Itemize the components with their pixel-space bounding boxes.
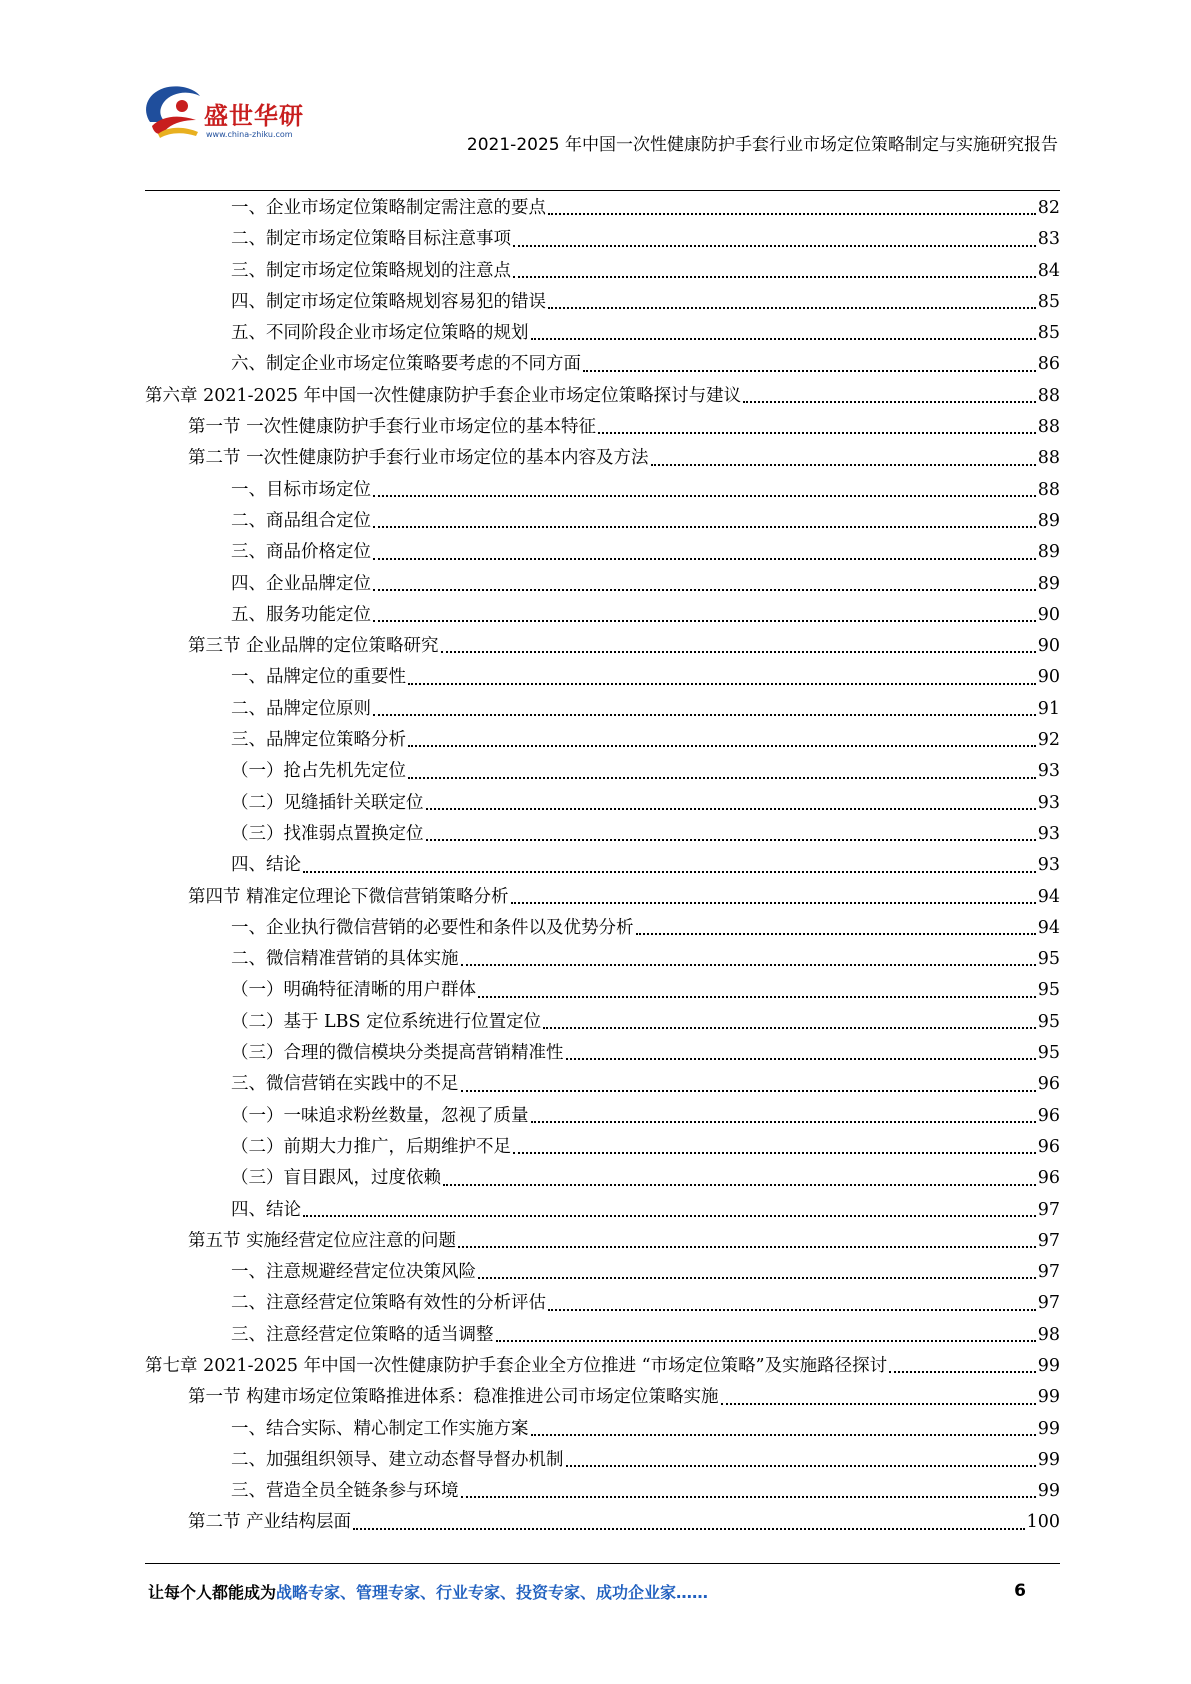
toc-entry[interactable] (145, 1195, 1060, 1226)
toc-entry-page: 84 (1037, 260, 1060, 281)
toc-dot-leader (478, 995, 1036, 998)
toc-entry-title: 第四节 精准定位理论下微信营销策略分析 (188, 886, 509, 907)
toc-entry-title: 二、注意经营定位策略有效性的分析评估 (231, 1293, 546, 1314)
toc-entry[interactable] (145, 1257, 1060, 1288)
toc-entry-title: 第七章 2021-2025 年中国一次性健康防护手套企业全方位推进 “市场定位策略”及实施路径探讨 (145, 1355, 888, 1376)
logo-url: www.china-zhiku.com (206, 130, 293, 139)
toc-entry[interactable] (145, 287, 1060, 318)
toc-entry-page: 93 (1037, 792, 1060, 813)
toc-entry[interactable] (145, 1132, 1060, 1163)
toc-entry[interactable] (145, 1226, 1060, 1257)
toc-entry-title: （一）一味追求粉丝数量，忽视了质量 (231, 1105, 529, 1126)
toc-entry-page: 88 (1037, 479, 1060, 500)
toc-entry[interactable] (145, 1163, 1060, 1194)
page-number: 6 (1014, 1581, 1026, 1601)
toc-dot-leader (598, 431, 1036, 434)
toc-dot-leader (496, 1339, 1036, 1342)
toc-entry-title: 第二节 一次性健康防护手套行业市场定位的基本内容及方法 (188, 448, 649, 469)
toc-entry-page: 97 (1037, 1262, 1060, 1283)
toc-entry-page: 82 (1037, 198, 1060, 218)
toc-dot-leader (373, 557, 1036, 560)
toc-dot-leader (513, 275, 1036, 278)
toc-entry[interactable] (145, 412, 1060, 443)
toc-entry-title: （二）基于 LBS 定位系统进行位置定位 (231, 1011, 542, 1032)
toc-entry[interactable] (145, 256, 1060, 287)
toc-dot-leader (531, 1120, 1036, 1123)
toc-entry[interactable] (145, 1320, 1060, 1351)
toc-entry-page: 99 (1037, 1449, 1060, 1470)
toc-entry[interactable] (145, 1507, 1060, 1538)
toc-entry-page: 93 (1037, 823, 1060, 844)
toc-entry-title: （三）盲目跟风，过度依赖 (231, 1168, 441, 1189)
toc-entry-title: 三、商品价格定位 (231, 542, 371, 563)
toc-entry-title: （一）明确特征清晰的用户群体 (231, 980, 476, 1001)
toc-entry-page: 95 (1037, 949, 1060, 970)
toc-entry-title: 五、服务功能定位 (231, 604, 371, 625)
footer-divider (145, 1563, 1060, 1564)
toc-entry-page: 96 (1037, 1168, 1060, 1189)
toc-dot-leader (426, 807, 1036, 810)
toc-entry-title: 二、商品组合定位 (231, 510, 371, 531)
toc-entry-title: 一、品牌定位的重要性 (231, 667, 406, 688)
toc-entry-page: 93 (1037, 855, 1060, 876)
toc-entry-title: 六、制定企业市场定位策略要考虑的不同方面 (231, 354, 581, 375)
footer-slogan-highlight: 战略专家、管理专家、行业专家、投资专家、成功企业家…… (276, 1582, 709, 1602)
toc-entry-page: 94 (1037, 886, 1060, 907)
toc-dot-leader (303, 1214, 1036, 1217)
toc-entry-page: 96 (1037, 1136, 1060, 1157)
toc-dot-leader (566, 1464, 1036, 1467)
toc-entry-page: 97 (1037, 1230, 1060, 1251)
toc-dot-leader (583, 369, 1036, 372)
toc-dot-leader (743, 400, 1036, 403)
toc-entry-title: （三）合理的微信模块分类提高营销精准性 (231, 1043, 564, 1064)
toc-entry-title: （三）找准弱点置换定位 (231, 823, 424, 844)
toc-entry-title: 三、注意经营定位策略的适当调整 (231, 1324, 494, 1345)
toc-entry[interactable] (145, 788, 1060, 819)
toc-entry[interactable] (145, 569, 1060, 600)
toc-dot-leader (511, 901, 1036, 904)
toc-entry[interactable] (145, 506, 1060, 537)
toc-entry-page: 99 (1037, 1418, 1060, 1439)
toc-entry-page: 88 (1037, 385, 1060, 406)
page-footer (148, 1576, 1058, 1606)
toc-dot-leader (441, 650, 1036, 653)
toc-entry-page: 83 (1037, 229, 1060, 250)
toc-entry[interactable] (145, 819, 1060, 850)
toc-entry[interactable] (145, 694, 1060, 725)
toc-entry-title: 三、营造全员全链条参与环境 (231, 1481, 459, 1502)
toc-entry-page: 96 (1037, 1074, 1060, 1095)
logo-brand-name: 盛世华研 (204, 102, 304, 130)
toc-entry-page: 100 (1026, 1512, 1060, 1533)
toc-entry[interactable] (145, 1382, 1060, 1413)
toc-dot-leader (461, 963, 1036, 966)
toc-entry[interactable] (145, 381, 1060, 412)
toc-entry[interactable] (145, 944, 1060, 975)
toc-entry-title: 第六章 2021-2025 年中国一次性健康防护手套企业市场定位策略探讨与建议 (145, 385, 742, 406)
toc-dot-leader (531, 337, 1036, 340)
toc-entry[interactable] (145, 1007, 1060, 1038)
toc-entry-page: 89 (1037, 510, 1060, 531)
toc-entry-title: （二）见缝插针关联定位 (231, 792, 424, 813)
toc-entry[interactable] (145, 913, 1060, 944)
toc-entry[interactable] (145, 1351, 1060, 1382)
toc-dot-leader (303, 870, 1036, 873)
toc-entry-page: 95 (1037, 1043, 1060, 1064)
toc-entry-page: 89 (1037, 573, 1060, 594)
header-divider (145, 190, 1060, 191)
toc-entry-title: 四、企业品牌定位 (231, 573, 371, 594)
toc-entry[interactable] (145, 1101, 1060, 1132)
toc-entry[interactable] (145, 475, 1060, 506)
table-of-contents (145, 193, 1060, 1539)
toc-dot-leader (426, 838, 1036, 841)
toc-entry-title: 二、微信精准营销的具体实施 (231, 949, 459, 970)
toc-dot-leader (461, 1089, 1036, 1092)
toc-entry-title: 一、注意规避经营定位决策风险 (231, 1262, 476, 1283)
toc-entry-page: 94 (1037, 917, 1060, 938)
toc-entry-title: 二、品牌定位原则 (231, 698, 371, 719)
report-title: 2021-2025 年中国一次性健康防护手套行业市场定位策略制定与实施研究报告 (466, 135, 1058, 155)
toc-dot-leader (408, 682, 1036, 685)
toc-entry-title: 第一节 构建市场定位策略推进体系：稳准推进公司市场定位策略实施 (188, 1387, 719, 1408)
toc-entry-page: 86 (1037, 354, 1060, 375)
toc-entry[interactable] (145, 224, 1060, 255)
toc-entry-page: 91 (1037, 698, 1060, 719)
toc-dot-leader (543, 1026, 1036, 1029)
toc-dot-leader (373, 619, 1036, 622)
toc-entry-title: 一、结合实际、精心制定工作实施方案 (231, 1418, 529, 1439)
toc-entry-page: 98 (1037, 1324, 1060, 1345)
toc-entry[interactable] (145, 1038, 1060, 1069)
toc-entry-title: 一、企业市场定位策略制定需注意的要点 (231, 198, 546, 218)
toc-entry-page: 88 (1037, 448, 1060, 469)
toc-dot-leader (373, 713, 1036, 716)
toc-dot-leader (353, 1527, 1025, 1530)
toc-entry[interactable] (145, 600, 1060, 631)
toc-entry-title: 一、目标市场定位 (231, 479, 371, 500)
toc-dot-leader (531, 1433, 1036, 1436)
toc-entry[interactable] (145, 725, 1060, 756)
toc-entry-title: 二、制定市场定位策略目标注意事项 (231, 229, 511, 250)
toc-entry-title: 四、制定市场定位策略规划容易犯的错误 (231, 291, 546, 312)
toc-entry-title: 三、制定市场定位策略规划的注意点 (231, 260, 511, 281)
toc-entry-title: 第三节 企业品牌的定位策略研究 (188, 636, 439, 657)
toc-dot-leader (889, 1370, 1036, 1373)
toc-entry-page: 88 (1037, 417, 1060, 438)
toc-entry-page: 95 (1037, 980, 1060, 1001)
toc-dot-leader (443, 1183, 1036, 1186)
toc-entry-page: 93 (1037, 761, 1060, 782)
toc-entry-title: 二、加强组织领导、建立动态督导督办机制 (231, 1449, 564, 1470)
toc-entry-page: 96 (1037, 1105, 1060, 1126)
toc-dot-leader (513, 244, 1036, 247)
toc-dot-leader (458, 1245, 1036, 1248)
toc-entry-title: （一）抢占先机先定位 (231, 761, 406, 782)
toc-entry[interactable] (145, 850, 1060, 881)
toc-entry-page: 89 (1037, 542, 1060, 563)
toc-entry[interactable] (145, 537, 1060, 568)
toc-entry-page: 99 (1037, 1355, 1060, 1376)
toc-entry-page: 85 (1037, 291, 1060, 312)
toc-entry-title: 第五节 实施经营定位应注意的问题 (188, 1230, 457, 1251)
toc-dot-leader (566, 1057, 1036, 1060)
toc-entry[interactable] (145, 1069, 1060, 1100)
toc-entry-title: 一、企业执行微信营销的必要性和条件以及优势分析 (231, 917, 634, 938)
toc-entry-page: 92 (1037, 730, 1060, 751)
toc-entry[interactable] (145, 318, 1060, 349)
toc-entry[interactable] (145, 193, 1060, 224)
toc-entry-title: 五、不同阶段企业市场定位策略的规划 (231, 323, 529, 344)
toc-dot-leader (408, 744, 1036, 747)
toc-dot-leader (478, 1276, 1036, 1279)
toc-entry-page: 90 (1037, 604, 1060, 625)
toc-dot-leader (548, 1308, 1036, 1311)
toc-entry-page: 90 (1037, 636, 1060, 657)
toc-entry[interactable] (145, 882, 1060, 913)
toc-entry-title: 三、品牌定位策略分析 (231, 730, 406, 751)
footer-slogan-prefix: 让每个人都能成为 (148, 1582, 277, 1602)
toc-entry-page: 99 (1037, 1481, 1060, 1502)
toc-entry[interactable] (145, 631, 1060, 662)
toc-entry[interactable] (145, 349, 1060, 380)
toc-entry-page: 99 (1037, 1387, 1060, 1408)
toc-dot-leader (373, 494, 1036, 497)
toc-entry[interactable] (145, 1414, 1060, 1445)
toc-dot-leader (373, 525, 1036, 528)
toc-entry-title: 四、结论 (231, 855, 301, 876)
toc-entry-page: 97 (1037, 1293, 1060, 1314)
toc-dot-leader (513, 1151, 1036, 1154)
toc-entry-title: （二）前期大力推广，后期维护不足 (231, 1136, 511, 1157)
toc-entry[interactable] (145, 1476, 1060, 1507)
toc-dot-leader (636, 932, 1036, 935)
toc-entry-page: 85 (1037, 323, 1060, 344)
toc-dot-leader (408, 776, 1036, 779)
toc-dot-leader (721, 1402, 1036, 1405)
toc-entry-title: 第二节 产业结构层面 (188, 1512, 352, 1533)
toc-entry-title: 三、微信营销在实践中的不足 (231, 1074, 459, 1095)
toc-entry[interactable] (145, 756, 1060, 787)
toc-entry-page: 90 (1037, 667, 1060, 688)
toc-dot-leader (373, 588, 1036, 591)
page-header (0, 0, 1191, 190)
toc-entry-page: 95 (1037, 1011, 1060, 1032)
toc-entry-title: 四、结论 (231, 1199, 301, 1220)
toc-entry[interactable] (145, 662, 1060, 693)
toc-entry[interactable] (145, 1288, 1060, 1319)
toc-entry-page: 97 (1037, 1199, 1060, 1220)
toc-dot-leader (548, 306, 1036, 309)
toc-entry-title: 第一节 一次性健康防护手套行业市场定位的基本特征 (188, 417, 597, 438)
toc-entry[interactable] (145, 443, 1060, 474)
toc-dot-leader (461, 1495, 1036, 1498)
toc-entry[interactable] (145, 975, 1060, 1006)
toc-dot-leader (651, 463, 1036, 466)
toc-dot-leader (548, 212, 1036, 215)
toc-entry[interactable] (145, 1445, 1060, 1476)
